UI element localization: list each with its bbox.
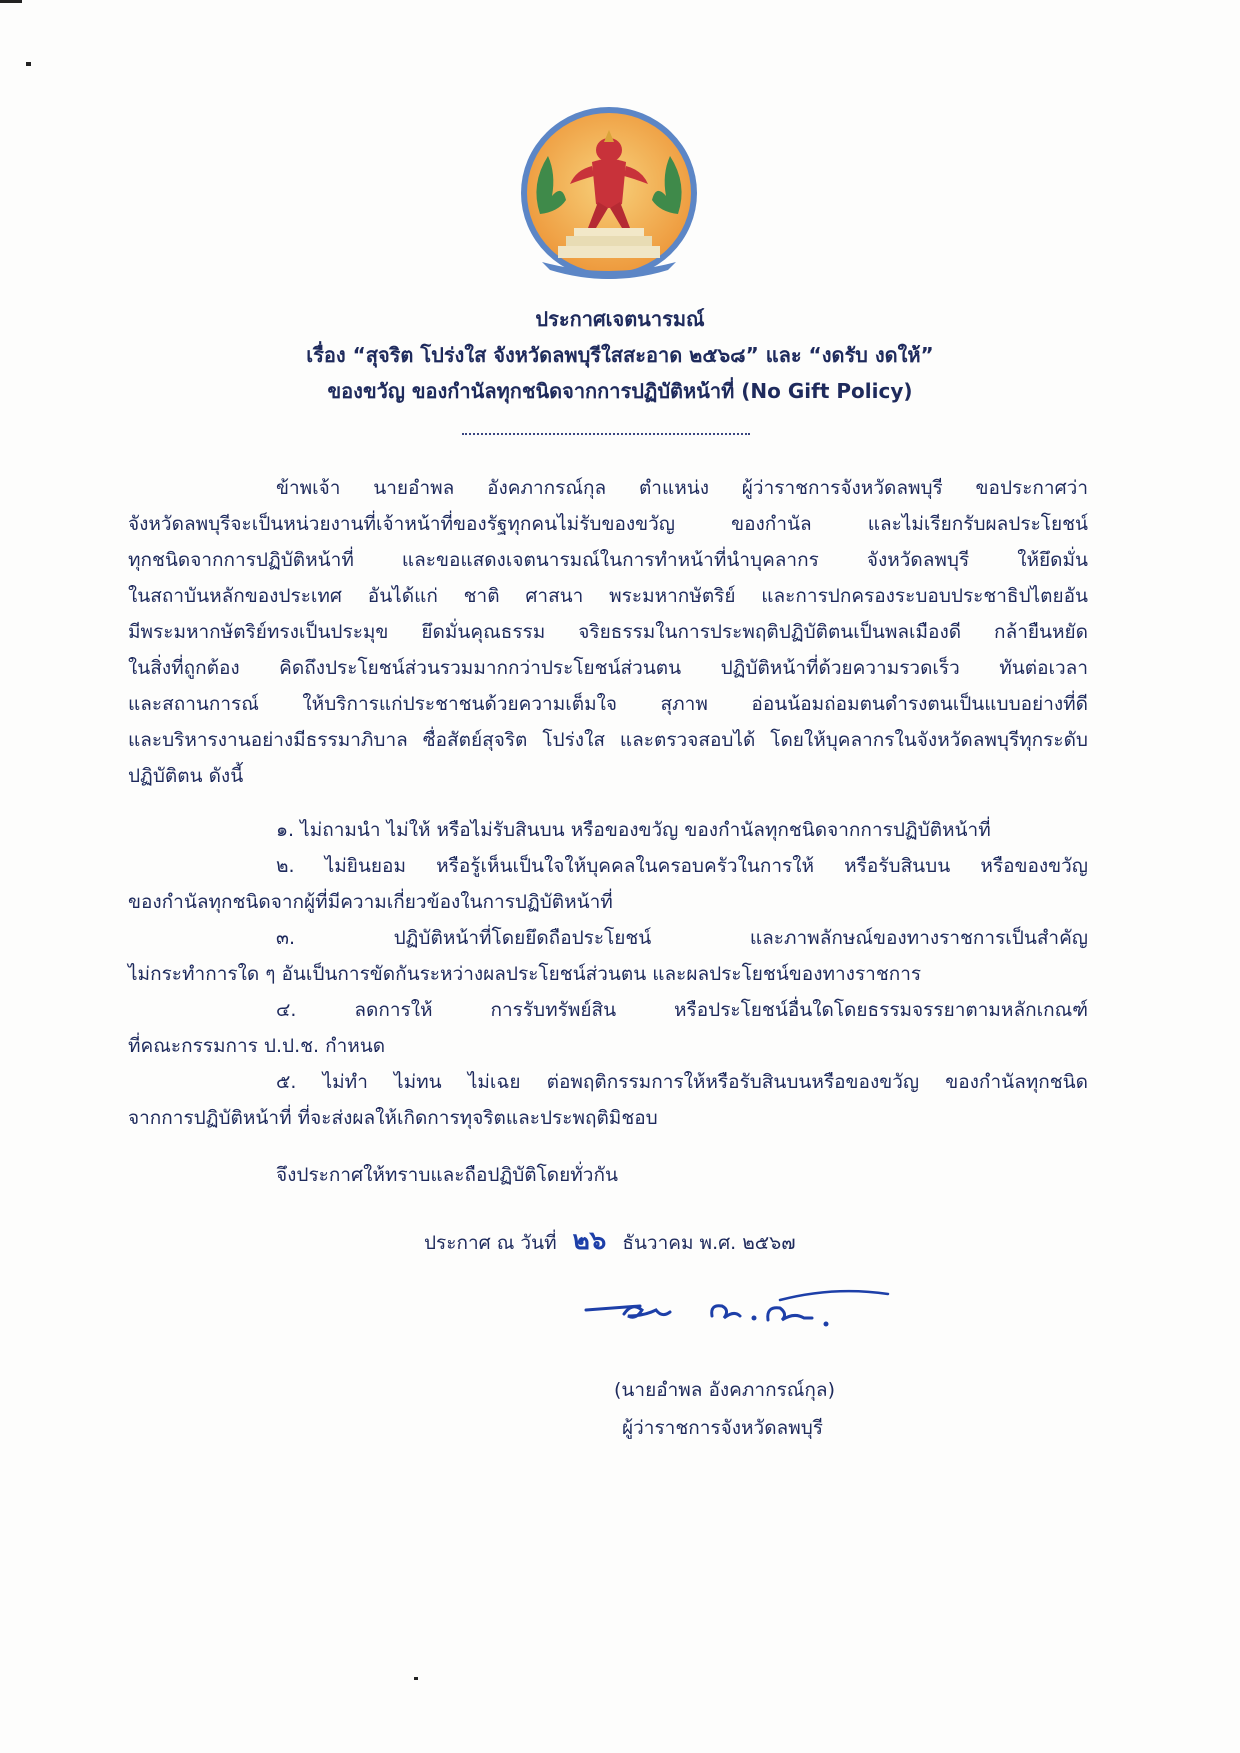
announcement-title: ประกาศเจตนารมณ์	[535, 307, 705, 331]
policy-item-2: ๒. ไม่ยินยอม หรือรู้เห็นเป็นใจให้บุคคลในครอบครัวในการให้ หรือรับสินบน หรือของขวัญ	[276, 855, 1088, 877]
policy-item-3-continued: ไม่กระทำการใด ๆ อันเป็นการขัดกันระหว่างผลประโยชน์ส่วนตน และผลประโยชน์ของทางราชการ	[128, 963, 922, 985]
date-prefix: ประกาศ ณ วันที่	[424, 1232, 557, 1254]
body-line: จังหวัดลพบุรีจะเป็นหน่วยงานที่เจ้าหน้าที่ของรัฐทุกคนไม่รับของขวัญ ของกำนัล และไม่เรียกรับผลประโยชน์	[128, 513, 1088, 535]
policy-item-4: ๔. ลดการให้ การรับทรัพย์สิน หรือประโยชน์อื่นใดโดยธรรมจรรยาตามหลักเกณฑ์	[276, 999, 1088, 1021]
body-line: และบริหารงานอย่างมีธรรมาภิบาล ซื่อสัตย์สุจริต โปร่งใส และตรวจสอบได้ โดยให้บุคลากรในจังหวัดลพบุรีทุกระดับ	[128, 729, 1088, 751]
lopburi-provincial-seal-icon	[518, 104, 700, 282]
body-line: ข้าพเจ้า นายอำพล อังคภากรณ์กุล ตำแหน่ง ผู้ว่าราชการจังหวัดลพบุรี ขอประกาศว่า	[276, 477, 1088, 499]
body-line: และสถานการณ์ ให้บริการแก่ประชาชนด้วยความเต็มใจ สุภาพ อ่อนน้อมถ่อมตนดำรงตนเป็นแบบอย่างที่ดี	[128, 693, 1088, 715]
governor-signature	[584, 1280, 890, 1336]
body-line: ในสิ่งที่ถูกต้อง คิดถึงประโยชน์ส่วนรวมมากกว่าประโยชน์ส่วนตน ปฏิบัติหน้าที่ด้วยความรวดเร็ว ทันต่อเวลา	[128, 657, 1088, 679]
body-paragraph	[128, 470, 1088, 794]
heading-divider	[462, 433, 750, 439]
body-line: มีพระมหากษัตริย์ทรงเป็นประมุข ยึดมั่นคุณธรรม จริยธรรมในการประพฤติปฏิบัติตนเป็นพลเมืองดี กล้ายืนหยัด	[128, 621, 1088, 643]
policy-item-4-continued: ที่คณะกรรมการ ป.ป.ช. กำหนด	[128, 1035, 386, 1057]
announcement-date	[424, 1220, 796, 1261]
policy-item-3: ๓. ปฏิบัติหน้าที่โดยยึดถือประโยชน์ และภาพลักษณ์ของทางราชการเป็นสำคัญ	[276, 927, 1088, 949]
scan-speck	[26, 62, 31, 66]
scan-speck	[414, 1677, 418, 1680]
signatory-name: (นายอำพล อังคภากรณ์กุล)	[614, 1379, 835, 1401]
announcement-subject: เรื่อง “สุจริต โปร่งใส จังหวัดลพบุรีใสสะอาด ๒๕๖๘” และ “งดรับ งดให้”	[306, 343, 934, 367]
body-line: ปฏิบัติตน ดังนี้	[128, 765, 244, 787]
closing-statement: จึงประกาศให้ทราบและถือปฏิบัติโดยทั่วกัน	[276, 1164, 618, 1186]
body-line: ในสถาบันหลักของประเทศ อันได้แก่ ชาติ ศาสนา พระมหากษัตริย์ และการปกครองระบอบประชาธิปไตยอัน	[128, 585, 1088, 607]
signatory-position: ผู้ว่าราชการจังหวัดลพบุรี	[622, 1417, 823, 1439]
body-line: ทุกชนิดจากการปฏิบัติหน้าที่ และขอแสดงเจตนารมณ์ในการทำหน้าที่นำบุคลากร จังหวัดลพบุรี ให้ยึดมั่น	[128, 549, 1088, 571]
policy-item-2-continued: ของกำนัลทุกชนิดจากผู้ที่มีความเกี่ยวข้องในการปฏิบัติหน้าที่	[128, 891, 613, 913]
scan-speck	[0, 0, 22, 3]
date-day-handwritten: ๒๖	[572, 1226, 607, 1256]
policy-item-1: ๑. ไม่ถามนำ ไม่ให้ หรือไม่รับสินบน หรือของขวัญ ของกำนัลทุกชนิดจากการปฏิบัติหน้าที่	[276, 819, 991, 841]
policy-item-5: ๕. ไม่ทำ ไม่ทน ไม่เฉย ต่อพฤติกรรมการให้หรือรับสินบนหรือของขวัญ ของกำนัลทุกชนิด	[276, 1071, 1088, 1093]
date-month-year: ธันวาคม พ.ศ. ๒๕๖๗	[622, 1232, 796, 1254]
policy-list	[128, 812, 1088, 1136]
announcement-subject-continued: ของขวัญ ของกำนัลทุกชนิดจากการปฏิบัติหน้าที่ (No Gift Policy)	[327, 379, 913, 403]
policy-item-5-continued: จากการปฏิบัติหน้าที่ ที่จะส่งผลให้เกิดการทุจริตและประพฤติมิชอบ	[128, 1107, 658, 1129]
